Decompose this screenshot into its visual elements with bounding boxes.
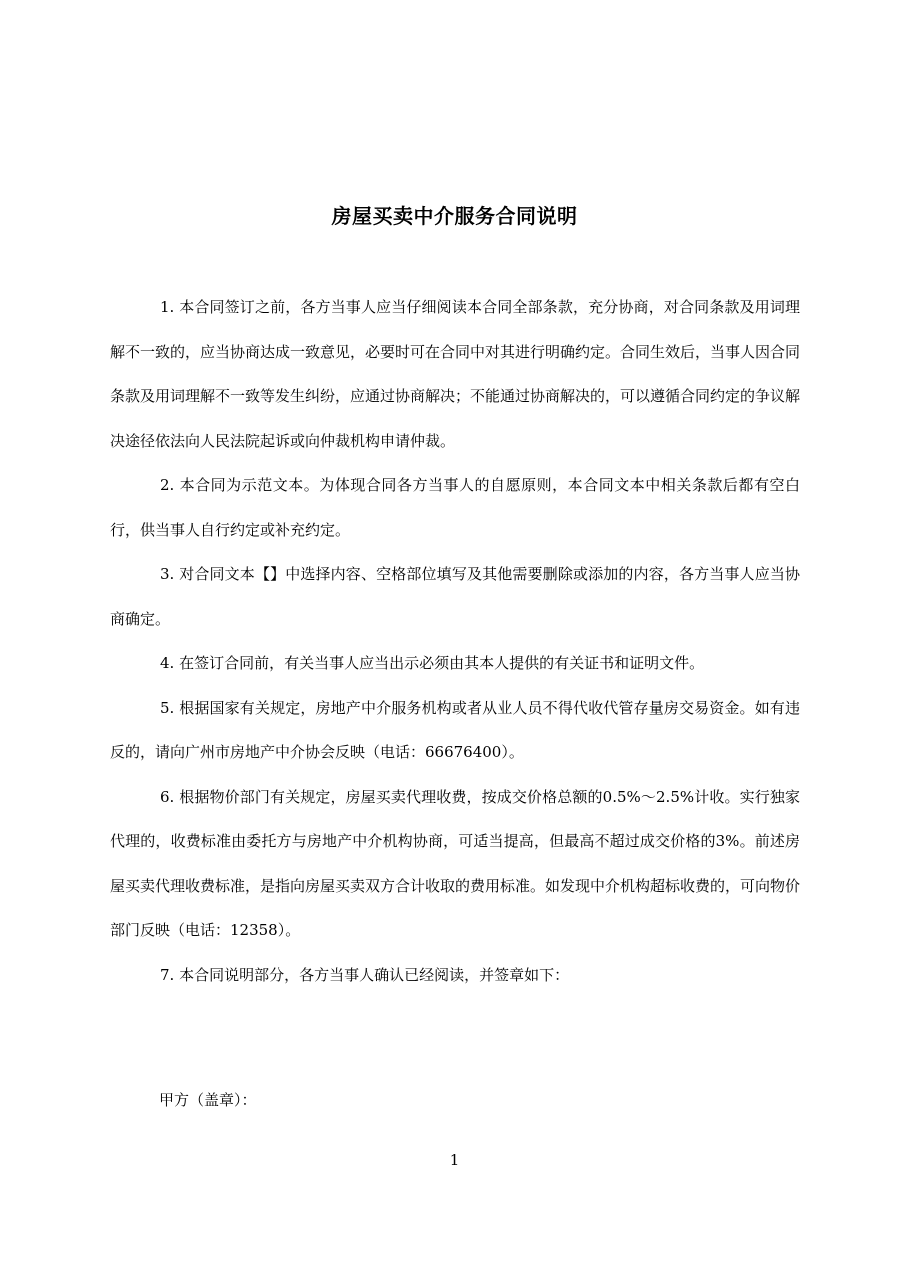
paragraph-3: 3. 对合同文本【】中选择内容、空格部位填写及其他需要删除或添加的内容，各方当事人应当协商确定。	[110, 565, 800, 628]
party-a-signature-label: 甲方（盖章）：	[159, 1091, 257, 1109]
paragraph-2: 2. 本合同为示范文本。为体现合同各方当事人的自愿原则，本合同文本中相关条款后都有空白行，供当事人自行约定或补充约定。	[110, 476, 800, 539]
paragraph-6: 6. 根据物价部门有关规定，房屋买卖代理收费，按成交价格总额的0.5%～2.5%计收。实行独家代理的，收费标准由委托方与房地产中介机构协商，可适当提高，但最高不超过成交价格的3%。前述房屋买卖代理收费标准，是指向房屋买卖双方合计收取的费用标准。如发现中介机构超标收费的，可向物价部门反映（电话：12358）。	[110, 787, 801, 939]
paragraph-4: 4. 在签订合同前，有关当事人应当出示必须由其本人提供的有关证书和证明文件。	[160, 654, 705, 672]
document-body	[110, 285, 800, 997]
page-number: 1	[449, 1151, 460, 1169]
paragraph-7: 7. 本合同说明部分，各方当事人确认已经阅读，并签章如下：	[160, 965, 570, 984]
document-title: 房屋买卖中介服务合同说明	[331, 204, 578, 228]
paragraph-5: 5. 根据国家有关规定，房地产中介服务机构或者从业人员不得代收代管存量房交易资金。如有违反的，请向广州市房地产中介协会反映（电话：66676400）。	[110, 698, 800, 761]
paragraph-1: 1. 本合同签订之前，各方当事人应当仔细阅读本合同全部条款，充分协商，对合同条款及用词理解不一致的，应当协商达成一致意见，必要时可在合同中对其进行明确约定。合同生效后，当事人因合同条款及用词理解不一致等发生纠纷，应通过协商解决；不能通过协商解决的，可以遵循合同约定的争议解决途径依法向人民法院起诉或向仲裁机构申请仲裁。	[110, 298, 801, 450]
